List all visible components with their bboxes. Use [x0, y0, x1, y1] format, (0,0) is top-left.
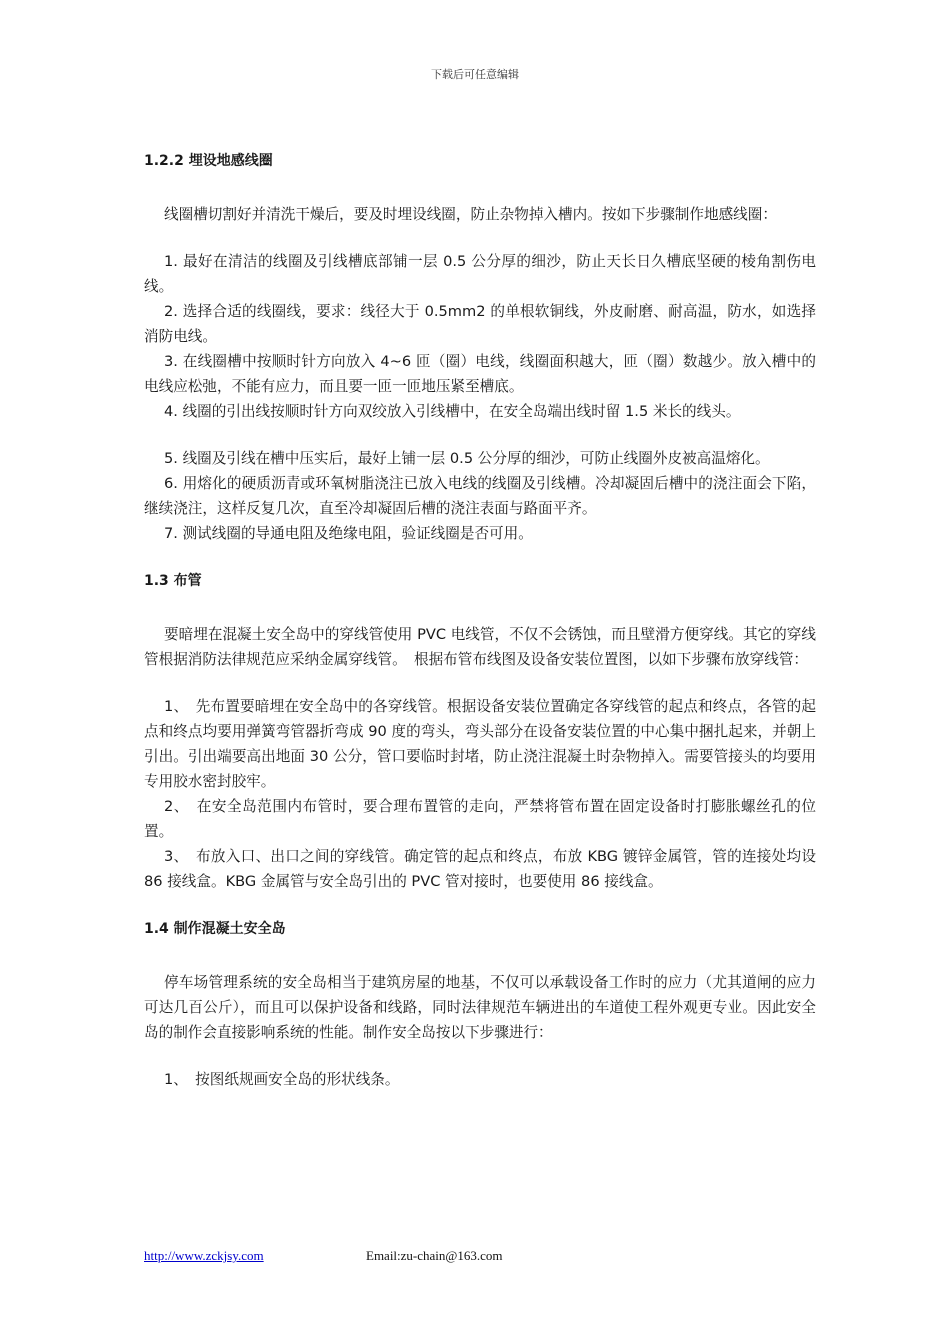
section-title-1-4: 1.4 制作混凝土安全岛 — [144, 921, 286, 937]
step-1-2-2-6: 6. 用熔化的硬质沥青或环氧树脂浇注已放入电线的线圈及引线槽。冷却凝固后槽中的浇注面会下陷，继续浇注，这样反复几次，直至冷却凝固后槽的浇注表面与路面平齐。 — [144, 475, 816, 517]
section-intro-1-4: 停车场管理系统的安全岛相当于建筑房屋的地基，不仅可以承载设备工作时的应力（尤其道闸的应力可达几百公斤），而且可以保护设备和线路，同时法律规范车辆进出的车道使工程外观更专业。因此安全岛的制作会直接影响系统的性能。制作安全岛按以下步骤进行： — [144, 974, 816, 1041]
document-body — [144, 150, 816, 1092]
page-footer — [144, 1248, 503, 1264]
step-1-2-2-7: 7. 测试线圈的导通电阻及绝缘电阻，验证线圈是否可用。 — [164, 525, 533, 542]
footer-email: Email:zu-chain@163.com — [366, 1248, 503, 1263]
step-1-2-2-4: 4. 线圈的引出线按顺时针方向双绞放入引线槽中，在安全岛端出线时留 1.5 米长的线头。 — [164, 403, 741, 420]
section-intro-1-2-2: 线圈槽切割好并清洗干燥后，要及时埋设线圈，防止杂物掉入槽内。按如下步骤制作地感线圈： — [164, 206, 777, 223]
section-intro-1-3: 要暗埋在混凝土安全岛中的穿线管使用 PVC 电线管，不仅不会锈蚀，而且壁滑方便穿线。其它的穿线管根据消防法律规范应采纳金属穿线管。 根据布管布线图及设备安装位置图，以如下步骤布放穿线管： — [144, 626, 816, 668]
step-1-3-3: 3、 布放入口、出口之间的穿线管。确定管的起点和终点，布放 KBG 镀锌金属管，管的连接处均设 86 接线盒。KBG 金属管与安全岛引出的 PVC 管对接时，也要使用 86 接线盒。 — [144, 848, 816, 890]
section-title-1-2-2: 1.2.2 埋设地感线圈 — [144, 153, 273, 169]
step-1-2-2-3: 3. 在线圈槽中按顺时针方向放入 4~6 匝（圈）电线，线圈面积越大，匝（圈）数越少。放入槽中的电线应松弛，不能有应力，而且要一匝一匝地压紧至槽底。 — [144, 353, 816, 395]
step-1-2-2-5: 5. 线圈及引线在槽中压实后，最好上铺一层 0.5 公分厚的细沙，可防止线圈外皮被高温熔化。 — [164, 450, 770, 467]
step-1-4-1: 1、 按图纸规画安全岛的形状线条。 — [164, 1071, 400, 1088]
footer-website-link[interactable]: http://www.zckjsy.com — [144, 1248, 264, 1263]
step-1-2-2-1: 1. 最好在清洁的线圈及引线槽底部铺一层 0.5 公分厚的细沙，防止天长日久槽底坚硬的棱角割伤电线。 — [144, 253, 816, 295]
section-title-1-3: 1.3 布管 — [144, 573, 202, 589]
page-header: 下载后可任意编辑 — [431, 68, 519, 81]
step-1-3-2: 2、 在安全岛范围内布管时，要合理布置管的走向，严禁将管布置在固定设备时打膨胀螺丝孔的位置。 — [144, 798, 816, 840]
step-1-3-1: 1、 先布置要暗埋在安全岛中的各穿线管。根据设备安装位置确定各穿线管的起点和终点，各管的起点和终点均要用弹簧弯管器折弯成 90 度的弯头，弯头部分在设备安装位置的中心集中捆扎起来，并朝上引出。引出端要高出地面 30 公分，管口要临时封堵，防止浇注混凝土时杂物掉入。需要管接头的均要用专用胶水密封胶牢。 — [144, 698, 816, 790]
step-1-2-2-2: 2. 选择合适的线圈线，要求：线径大于 0.5mm2 的单根软铜线，外皮耐磨、耐高温，防水，如选择消防电线。 — [144, 303, 816, 345]
